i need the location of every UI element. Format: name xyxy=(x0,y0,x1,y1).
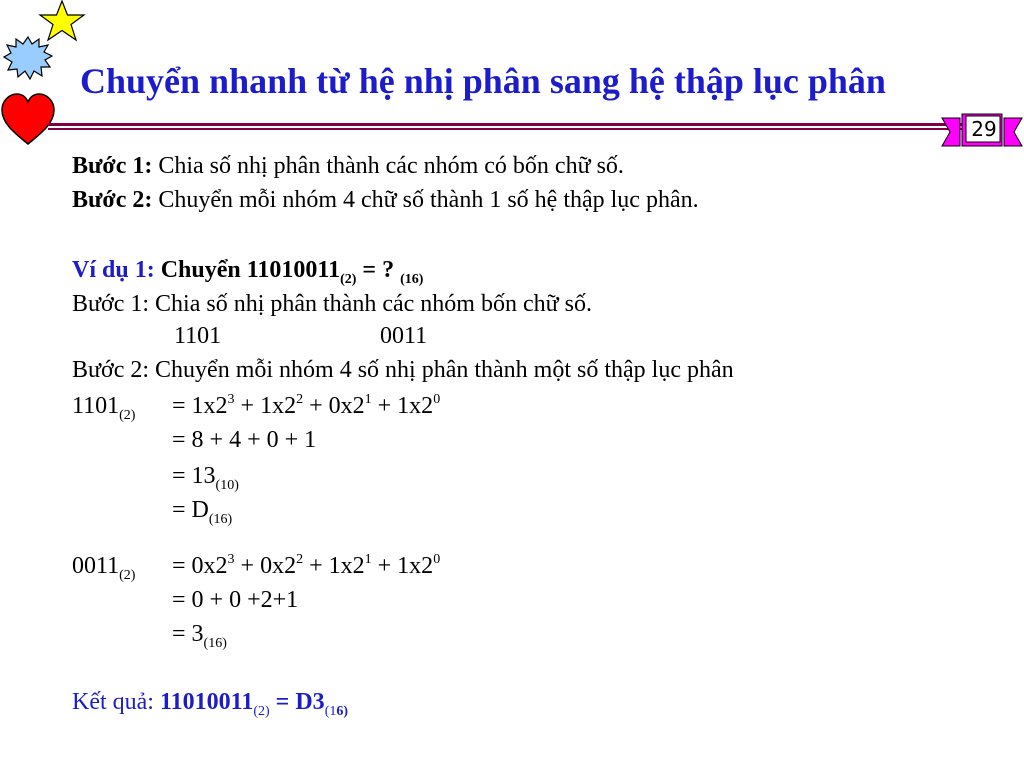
calc2-term: + 1x2 xyxy=(371,553,434,579)
calc2-eq: = xyxy=(172,553,192,579)
calc2-exp: 1 xyxy=(364,552,372,567)
heart-icon xyxy=(0,92,56,148)
step-2-line xyxy=(72,186,699,214)
calc1-hex xyxy=(172,496,233,527)
calc1-base: (2) xyxy=(119,408,136,423)
result-hex: = D3 xyxy=(269,689,325,715)
calc1-exp: 0 xyxy=(433,392,441,407)
result-base16-b: 6) xyxy=(336,704,349,719)
binary-group-1: 1101 xyxy=(174,323,222,349)
calc1-expansion xyxy=(172,392,440,420)
page-number: 29 xyxy=(971,117,997,141)
calc2-hex xyxy=(172,620,227,651)
calc1-term: + 1x2 xyxy=(234,393,297,419)
calc1-decimal-base: (10) xyxy=(215,478,239,493)
title-divider xyxy=(48,123,963,131)
result-base2: (2) xyxy=(253,704,270,719)
calc2-expansion xyxy=(172,552,440,580)
calc1-number xyxy=(72,392,136,423)
binary-group-2: 0011 xyxy=(380,323,428,349)
example-base16: (16) xyxy=(400,272,424,287)
burst-icon xyxy=(3,36,53,80)
example-text: Chuyển 11010011 xyxy=(154,257,341,283)
calc1-eq: = xyxy=(172,393,192,419)
calc1-term: + 0x2 xyxy=(303,393,365,419)
calc2-term: 0x2 xyxy=(191,553,228,579)
step-2-label: Bước 2: xyxy=(72,187,153,213)
calc1-term: 1x2 xyxy=(191,393,228,419)
calc1-num: 1101 xyxy=(72,393,120,419)
calc2-base: (2) xyxy=(119,568,136,583)
example-step-1: Bước 1: Chia số nhị phân thành các nhóm bốn chữ số. xyxy=(72,291,592,317)
calc2-exp: 0 xyxy=(433,552,441,567)
step-1-line xyxy=(72,152,624,180)
calc1-hex-base: (16) xyxy=(208,512,233,527)
page-title: Chuyển nhanh từ hệ nhị phân sang hệ thập lục phân xyxy=(80,61,886,101)
calc2-hex-base: (16) xyxy=(203,636,227,651)
result-binary: 11010011 xyxy=(159,689,254,715)
calc2-sum: = 0 + 0 +2+1 xyxy=(172,587,299,613)
calc1-exp: 2 xyxy=(296,392,304,407)
calc2-hex-value: = 3 xyxy=(172,621,204,647)
calc2-number xyxy=(72,552,136,583)
result-label: Kết quả: xyxy=(72,689,160,715)
calc2-exp: 3 xyxy=(227,552,235,567)
result-line xyxy=(72,688,349,719)
calc2-term: + 0x2 xyxy=(234,553,297,579)
calc2-exp: 2 xyxy=(296,552,304,567)
calc1-sum: = 8 + 4 + 0 + 1 xyxy=(172,427,317,453)
result-base16-a: (1 xyxy=(324,704,337,719)
calc1-exp: 3 xyxy=(227,392,235,407)
calc2-num: 0011 xyxy=(72,553,120,579)
example-label: Ví dụ 1: xyxy=(72,257,155,283)
example-heading xyxy=(72,256,424,287)
calc1-exp: 1 xyxy=(364,392,372,407)
calc1-hex-value: = D xyxy=(172,497,209,523)
calc1-decimal-value: = 13 xyxy=(172,463,216,489)
calc1-term: + 1x2 xyxy=(371,393,434,419)
example-eq: = ? xyxy=(356,257,401,283)
step-2-text: Chuyển mỗi nhóm 4 chữ số thành 1 số hệ thập lục phân. xyxy=(152,187,699,213)
step-1-label: Bước 1: xyxy=(72,153,153,179)
example-step-2: Bước 2: Chuyển mỗi nhóm 4 số nhị phân thành một số thập lục phân xyxy=(72,357,734,383)
example-base2: (2) xyxy=(340,272,357,287)
step-1-text: Chia số nhị phân thành các nhóm có bốn chữ số. xyxy=(152,153,624,179)
calc2-term: + 1x2 xyxy=(303,553,365,579)
calc1-decimal xyxy=(172,462,239,493)
